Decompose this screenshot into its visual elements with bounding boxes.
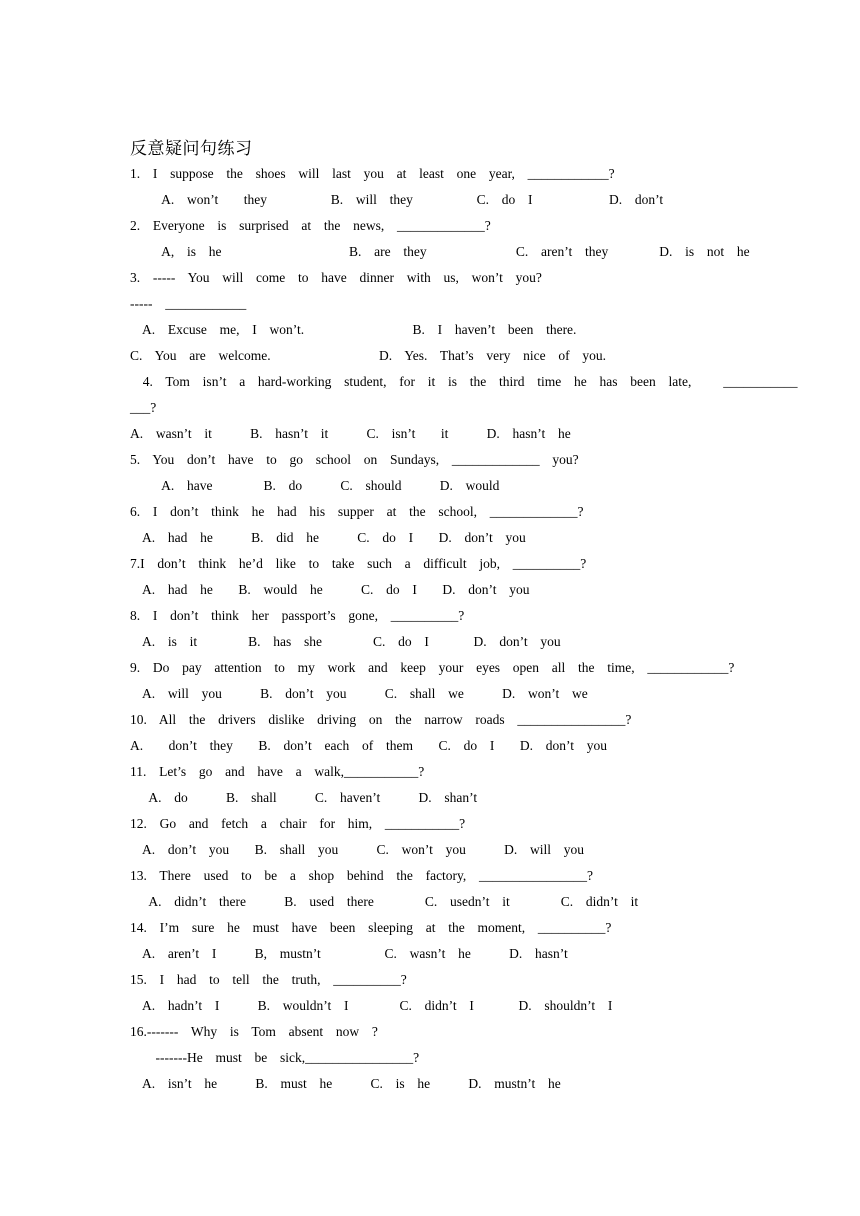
text-line: A. wasn’t it B. hasn’t it C. isn’t it D. hasn’t he — [130, 426, 571, 441]
text-line: 16.------- Why is Tom absent now ? — [130, 1024, 378, 1039]
text-line: 2. Everyone is surprised at the news, _____________? — [130, 218, 491, 233]
text-line: A. have B. do C. should D. would — [130, 478, 500, 493]
text-line: 1. I suppose the shoes will last you at least one year, ____________? — [130, 166, 615, 181]
text-line: 10. All the drivers dislike driving on the narrow roads ________________? — [130, 712, 632, 727]
text-line: A. isn’t he B. must he C. is he D. mustn’t he — [130, 1076, 561, 1091]
page-title: 反意疑问句练习 — [130, 139, 253, 159]
text-line: 13. There used to be a shop behind the factory, ________________? — [130, 868, 594, 883]
text-line: A. don’t they B. don’t each of them C. do I D. don’t you — [130, 738, 607, 753]
text-line: 11. Let’s go and have a walk,___________? — [130, 764, 425, 779]
text-line: C. You are welcome. D. Yes. That’s very nice of you. — [130, 348, 606, 363]
text-line: A. had he B. would he C. do I D. don’t you — [130, 582, 530, 597]
text-line: 6. I don’t think he had his supper at the school, _____________? — [130, 504, 584, 519]
text-line: A, is he B. are they C. aren’t they D. is not he — [130, 244, 750, 259]
text-line: 9. Do pay attention to my work and keep your eyes open all the time, ____________? — [130, 660, 735, 675]
text-line: A. didn’t there B. used there C. usedn’t it C. didn’t it — [130, 894, 639, 909]
text-line: A. had he B. did he C. do I D. don’t you — [130, 530, 526, 545]
text-line: 4. Tom isn’t a hard-working student, for it is the third time he has been late, ___________ — [130, 374, 798, 389]
text-line: A. do B. shall C. haven’t D. shan’t — [130, 790, 478, 805]
text-line: A. aren’t I B, mustn’t C. wasn’t he D. hasn’t — [130, 946, 568, 961]
text-line: 5. You don’t have to go school on Sundays, _____________ you? — [130, 452, 579, 467]
text-line: 14. I’m sure he must have been sleeping at the moment, __________? — [130, 920, 612, 935]
text-line: A. is it B. has she C. do I D. don’t you — [130, 634, 561, 649]
text-line: A. will you B. don’t you C. shall we D. won’t we — [130, 686, 588, 701]
text-line: 3. ----- You will come to have dinner with us, won’t you? — [130, 270, 542, 285]
text-line: 15. I had to tell the truth, __________? — [130, 972, 407, 987]
text-line: 8. I don’t think her passport’s gone, __________? — [130, 608, 465, 623]
text-line: A. Excuse me, I won’t. B. I haven’t been there. — [130, 322, 577, 337]
text-line: 7.I don’t think he’d like to take such a difficult job, __________? — [130, 556, 587, 571]
text-line: ___? — [130, 400, 157, 415]
text-line: A. hadn’t I B. wouldn’t I C. didn’t I D. shouldn’t I — [130, 998, 613, 1013]
text-line: 12. Go and fetch a chair for him, ___________? — [130, 816, 466, 831]
text-line: A. won’t they B. will they C. do I D. don’t — [130, 192, 664, 207]
text-line: -------He must be sick,________________? — [130, 1050, 420, 1065]
text-line: ----- ____________ — [130, 296, 247, 311]
text-line: A. don’t you B. shall you C. won’t you D. will you — [130, 842, 585, 857]
